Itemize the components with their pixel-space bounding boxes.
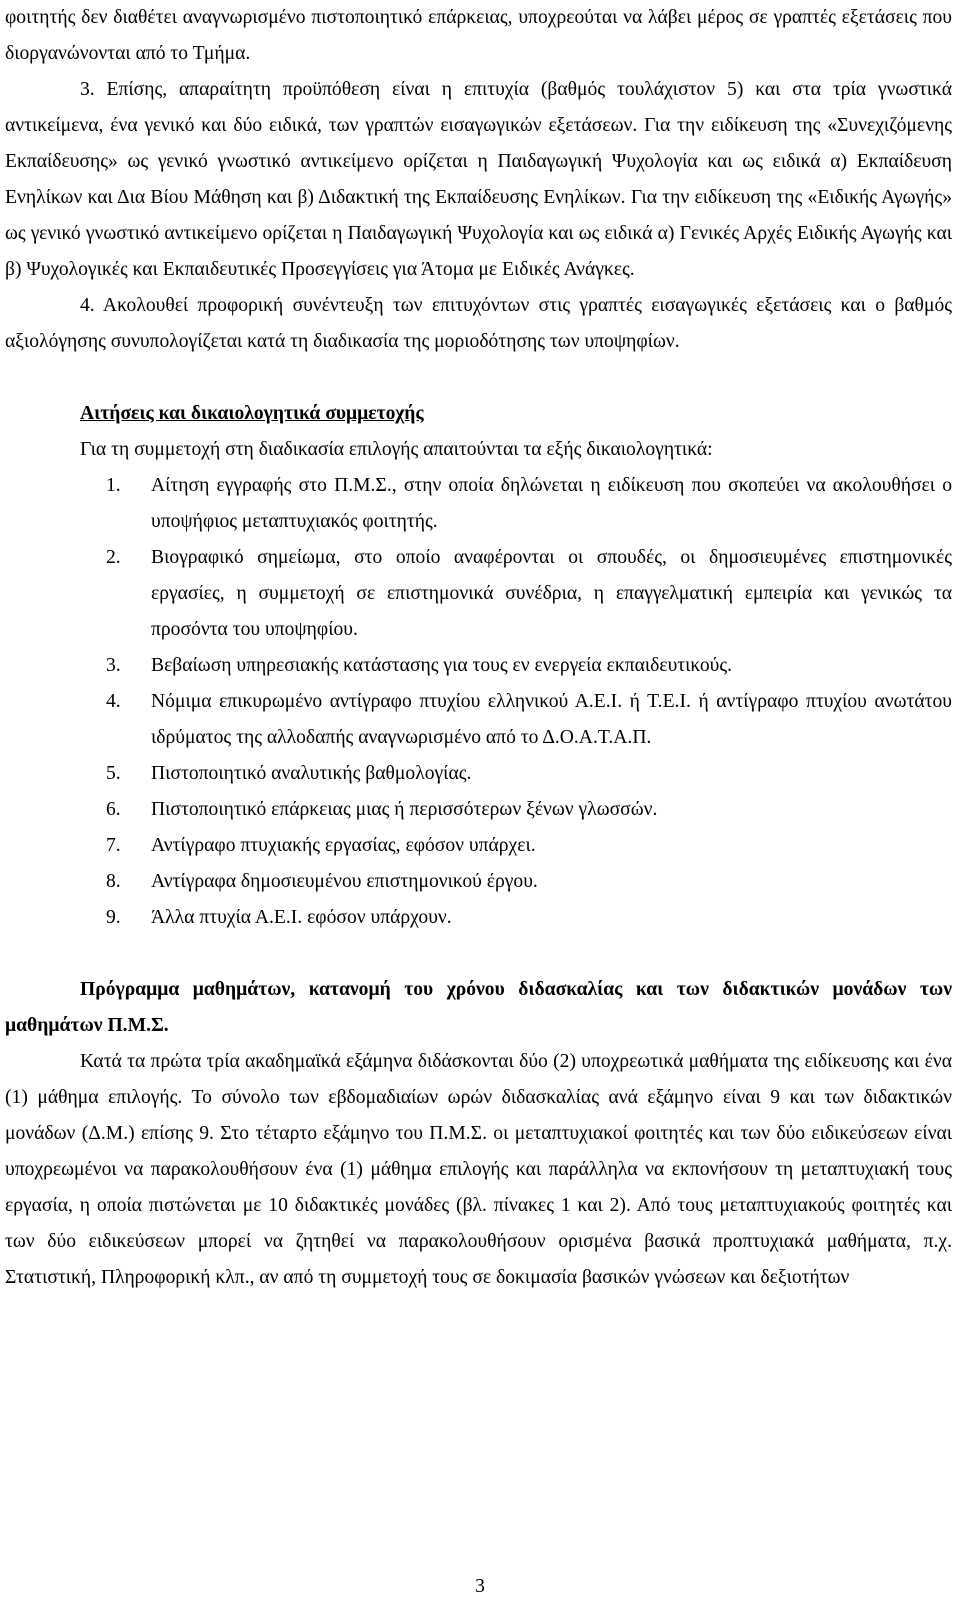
list-item-text: Αίτηση εγγραφής στο Π.Μ.Σ., στην οποία δηλώνεται η ειδίκευση που σκοπεύει να ακολουθήσει ο υποψήφιος μεταπτυχιακός φοιτητής. <box>151 475 952 532</box>
list-item-text: Πιστοποιητικό αναλυτικής βαθμολογίας. <box>151 763 472 784</box>
continuation-paragraph: φοιτητής δεν διαθέτει αναγνωρισμένο πιστοποιητικό επάρκειας, υποχρεούται να λάβει μέρος σε γραπτές εξετάσεις που διοργανώνονται από το Τμήμα. <box>5 7 952 64</box>
list-item <box>5 864 952 900</box>
section-curriculum <box>5 972 952 1296</box>
list-item-text: Πιστοποιητικό επάρκειας μιας ή περισσότερων ξένων γλωσσών. <box>151 799 658 820</box>
list-item-text: Αντίγραφο πτυχιακής εργασίας, εφόσον υπάρχει. <box>151 835 536 856</box>
list-item-number: 8. <box>106 871 121 892</box>
list-item-text: Βεβαίωση υπηρεσιακής κατάστασης για τους εν ενεργεία εκπαιδευτικούς. <box>151 655 733 676</box>
list-item <box>5 540 952 648</box>
list-item <box>5 756 952 792</box>
list-item-number: 5. <box>106 763 121 784</box>
list-item-text: Νόμιμα επικυρωμένο αντίγραφο πτυχίου ελληνικού Α.Ε.Ι. ή Τ.Ε.Ι. ή αντίγραφο πτυχίου ανωτάτου ιδρύματος της αλλοδαπής αναγνωρισμένο από το Δ.Ο.Α.Τ.Α.Π. <box>151 691 952 748</box>
list-item-number: 3. <box>106 655 121 676</box>
curriculum-paragraph: Κατά τα πρώτα τρία ακαδημαϊκά εξάμηνα διδάσκονται δύο (2) υποχρεωτικά μαθήματα της ειδίκευσης και ένα (1) μάθημα επιλογής. Το σύνολο των εβδομαδιαίων ωρών διδασκαλίας ανά εξάμηνο είναι 9 και των διδακτικών μονάδων (Δ.Μ.) επίσης 9. Στο τέταρτο εξάμηνο του Π.Μ.Σ. οι μεταπτυχιακοί φοιτητές και των δύο ειδικεύσεων είναι υποχρεωμένοι να παρακολουθήσουν ένα (1) μάθημα επιλογής και παράλληλα να εκπονήσουν τη μεταπτυχιακή τους εργασία, η οποία πιστώνεται με 10 διδακτικές μονάδες (βλ. πίνακες 1 και 2). Από τους μεταπτυχιακούς φοιτητές και των δύο ειδικεύσεων μπορεί να ζητηθεί να παρακολουθήσουν ορισμένα βασικά προπτυχιακά μαθήματα, π.χ. Στατιστική, Πληροφορική κλπ., αν από τη συμμετοχή τους σε δοκιμασία βασικών γνώσεων και δεξιοτήτων <box>5 1051 952 1288</box>
list-item <box>5 684 952 756</box>
list-item-number: 9. <box>106 907 121 928</box>
applications-heading-text: Αιτήσεις και δικαιολογητικά συμμετοχής <box>80 403 424 424</box>
point-4-paragraph: 4. Ακολουθεί προφορική συνέντευξη των επιτυχόντων στις γραπτές εισαγωγικές εξετάσεις και ο βαθμός αξιολόγησης συνυπολογίζεται κατά τη διαδικασία της μοριοδότησης των υποψηφίων. <box>5 295 952 352</box>
point-3-paragraph: 3. Επίσης, απαραίτητη προϋπόθεση είναι η επιτυχία (βαθμός τουλάχιστον 5) και στα τρία γνωστικά αντικείμενα, ένα γενικό και δύο ειδικά, των γραπτών εισαγωγικών εξετάσεων. Για την ειδίκευση της «Συνεχιζόμενης Εκπαίδευσης» ως γενικό γνωστικό αντικείμενο ορίζεται η Παιδαγωγική Ψυχολογία και ως ειδικά α) Εκπαίδευση Ενηλίκων και Δια Βίου Μάθηση και β) Διδακτική της Εκπαίδευσης Ενηλίκων. Για την ειδίκευση της «Ειδικής Αγωγής» ως γενικό γνωστικό αντικείμενο ορίζεται η Παιδαγωγική Ψυχολογία και ως ειδικά α) Γενικές Αρχές Ειδικής Αγωγής και β) Ψυχολογικές και Εκπαιδευτικές Προσεγγίσεις για Άτομα με Ειδικές Ανάγκες. <box>5 79 952 280</box>
list-item-number: 4. <box>106 691 121 712</box>
applications-list <box>5 468 952 936</box>
list-item-text: Άλλα πτυχία Α.Ε.Ι. εφόσον υπάρχουν. <box>151 907 452 928</box>
list-item <box>5 648 952 684</box>
list-item-number: 6. <box>106 799 121 820</box>
page-number: 3 <box>475 1576 485 1597</box>
list-item <box>5 828 952 864</box>
list-item-text: Αντίγραφα δημοσιευμένου επιστημονικού έργου. <box>151 871 538 892</box>
applications-heading <box>5 396 952 432</box>
list-item-number: 2. <box>106 547 121 568</box>
list-item-number: 7. <box>106 835 121 856</box>
list-item <box>5 900 952 936</box>
document-body <box>5 0 952 1296</box>
applications-intro: Για τη συμμετοχή στη διαδικασία επιλογής απαιτούνται τα εξής δικαιολογητικά: <box>80 439 713 460</box>
curriculum-heading: Πρόγραμμα μαθημάτων, κατανομή του χρόνου διδασκαλίας και των διδακτικών μονάδων των μαθημάτων Π.Μ.Σ. <box>5 979 952 1036</box>
list-item <box>5 468 952 540</box>
section-applications <box>5 396 952 936</box>
list-item-number: 1. <box>106 475 121 496</box>
list-item-text: Βιογραφικό σημείωμα, στο οποίο αναφέρονται οι σπουδές, οι δημοσιευμένες επιστημονικές εργασίες, η συμμετοχή σε επιστημονικά συνέδρια, η επαγγελματική εμπειρία και γενικώς τα προσόντα του υποψηφίου. <box>151 547 952 640</box>
list-item <box>5 792 952 828</box>
